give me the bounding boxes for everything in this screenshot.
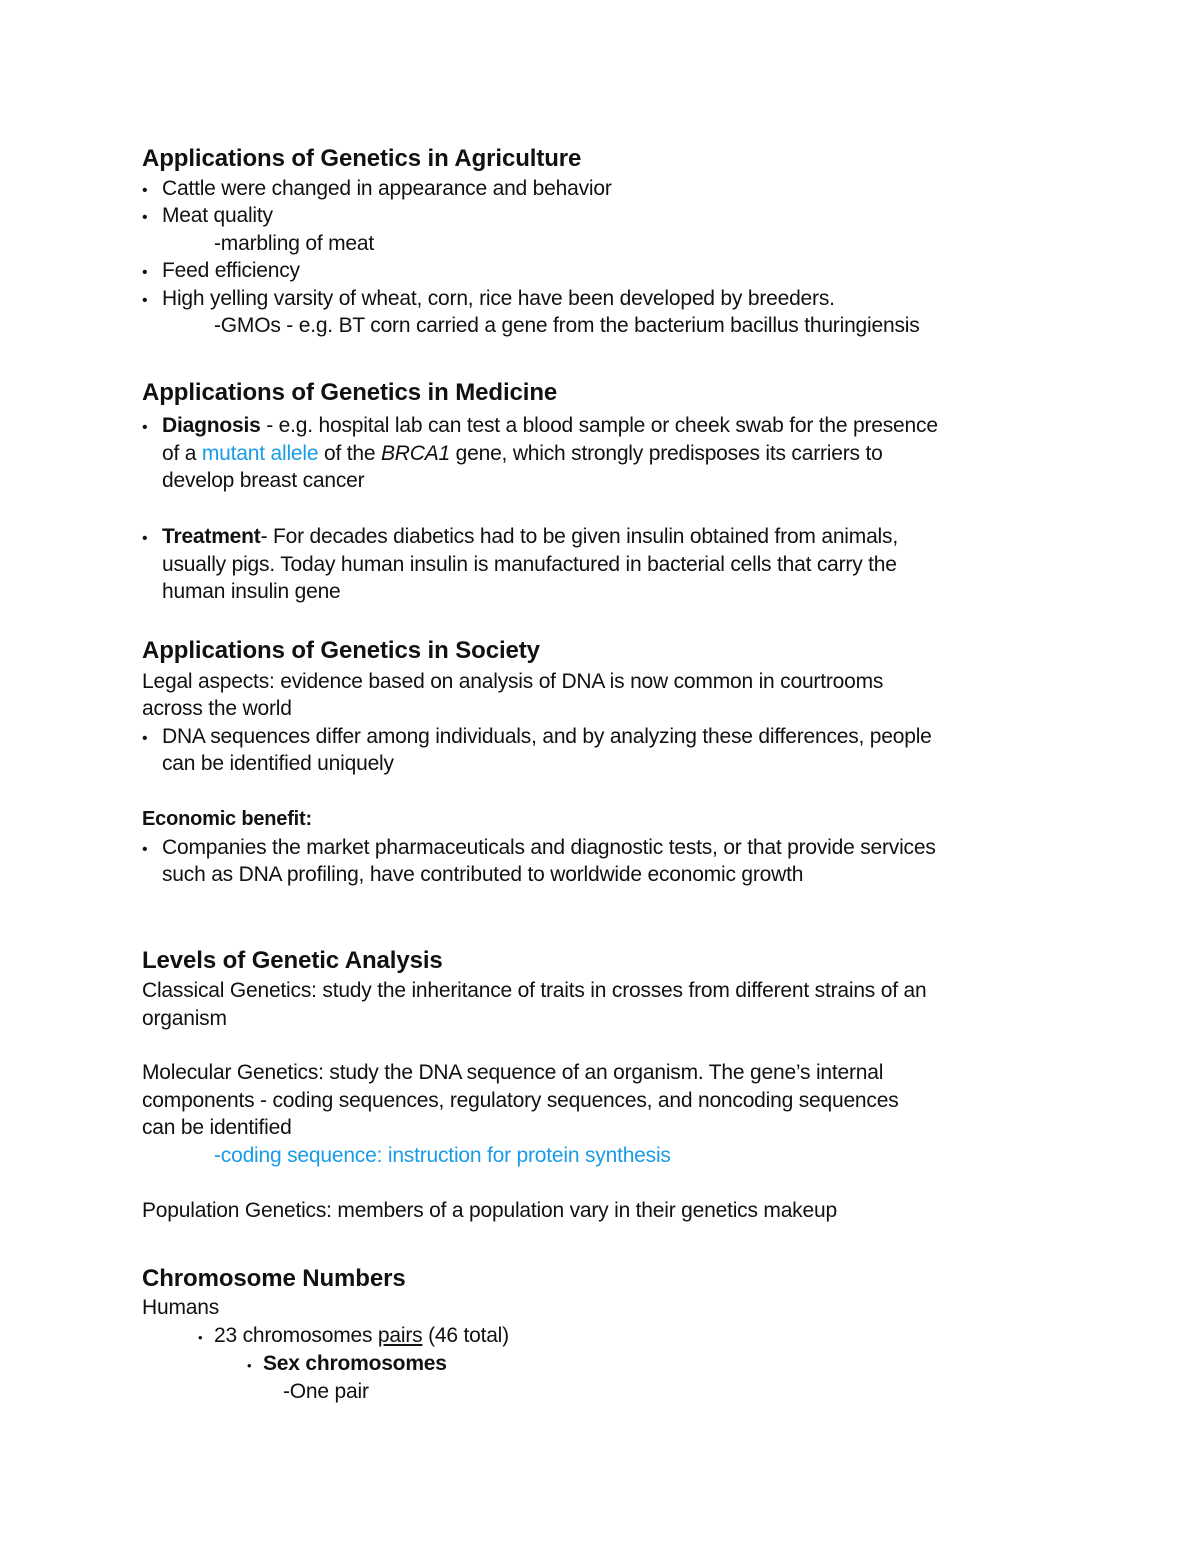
diagnosis-label: Diagnosis <box>162 414 261 437</box>
paragraph-line: Humans <box>142 1296 219 1319</box>
sub-item: -GMOs - e.g. BT corn carried a gene from the bacterium bacillus thuringiensis <box>214 314 920 337</box>
bullet-icon: • <box>142 730 148 747</box>
coding-sequence-link[interactable]: -coding sequence: instruction for protein synthesis <box>214 1144 671 1167</box>
bullet-item: • Diagnosis - e.g. hospital lab can test a blood sample or cheek swab for the presence <box>142 412 938 441</box>
bullet-item: • Treatment- For decades diabetics had to be given insulin obtained from animals, <box>142 523 898 552</box>
bullet-icon: • <box>247 1358 252 1373</box>
paragraph-line: can be identified <box>142 1116 292 1139</box>
bullet-item: • Cattle were changed in appearance and behavior <box>142 175 612 204</box>
bullet-icon: • <box>142 530 148 547</box>
paragraph-line: usually pigs. Today human insulin is manufactured in bacterial cells that carry the <box>162 553 897 576</box>
paragraph-line: across the world <box>142 697 292 720</box>
paragraph-line: Legal aspects: evidence based on analysis of DNA is now common in courtrooms <box>142 670 884 693</box>
heading-society: Applications of Genetics in Society <box>142 637 540 664</box>
economic-benefit-heading: Economic benefit: <box>142 808 312 830</box>
paragraph-line: such as DNA profiling, have contributed to worldwide economic growth <box>162 863 804 886</box>
paragraph-line: Classical Genetics: study the inheritance of traits in crosses from different strains of an <box>142 979 927 1002</box>
bullet-icon: • <box>142 264 148 281</box>
bullet-icon: • <box>142 209 148 226</box>
bullet-icon: • <box>142 841 148 858</box>
heading-levels: Levels of Genetic Analysis <box>142 947 443 974</box>
paragraph-line: components - coding sequences, regulatory sequences, and noncoding sequences <box>142 1089 899 1112</box>
bullet-icon: • <box>198 1330 203 1345</box>
bullet-item: • High yelling varsity of wheat, corn, rice have been developed by breeders. <box>142 285 835 314</box>
bullet-item: • 23 chromosomes pairs (46 total) <box>198 1322 509 1351</box>
sub-item: -One pair <box>283 1380 369 1403</box>
paragraph-line: human insulin gene <box>162 580 341 603</box>
paragraph-line: Molecular Genetics: study the DNA sequence of an organism. The gene’s internal <box>142 1061 884 1084</box>
heading-agriculture: Applications of Genetics in Agriculture <box>142 145 582 172</box>
heading-medicine: Applications of Genetics in Medicine <box>142 379 558 406</box>
bullet-item: • Meat quality <box>142 202 273 231</box>
mutant-allele-link[interactable]: mutant allele <box>201 442 319 465</box>
bullet-item: • DNA sequences differ among individuals, and by analyzing these differences, people <box>142 723 932 752</box>
pairs-underlined: pairs <box>377 1324 423 1347</box>
paragraph-line: develop breast cancer <box>162 469 365 492</box>
paragraph-line: of a mutant allele of the BRCA1 gene, which strongly predisposes its carriers to <box>162 442 883 465</box>
treatment-label: Treatment <box>162 525 261 548</box>
bullet-icon: • <box>142 419 148 436</box>
bullet-icon: • <box>142 182 148 199</box>
bullet-icon: • <box>142 292 148 309</box>
gene-name: BRCA1 <box>380 442 450 465</box>
sub-item: -marbling of meat <box>214 232 374 255</box>
paragraph-line: can be identified uniquely <box>162 752 394 775</box>
bullet-item: • Companies the market pharmaceuticals and diagnostic tests, or that provide services <box>142 834 936 863</box>
bullet-item: • Sex chromosomes <box>247 1350 447 1379</box>
heading-chromosomes: Chromosome Numbers <box>142 1265 406 1292</box>
paragraph-line: organism <box>142 1007 227 1030</box>
bullet-item: • Feed efficiency <box>142 257 300 286</box>
paragraph-line: Population Genetics: members of a population vary in their genetics makeup <box>142 1199 837 1222</box>
